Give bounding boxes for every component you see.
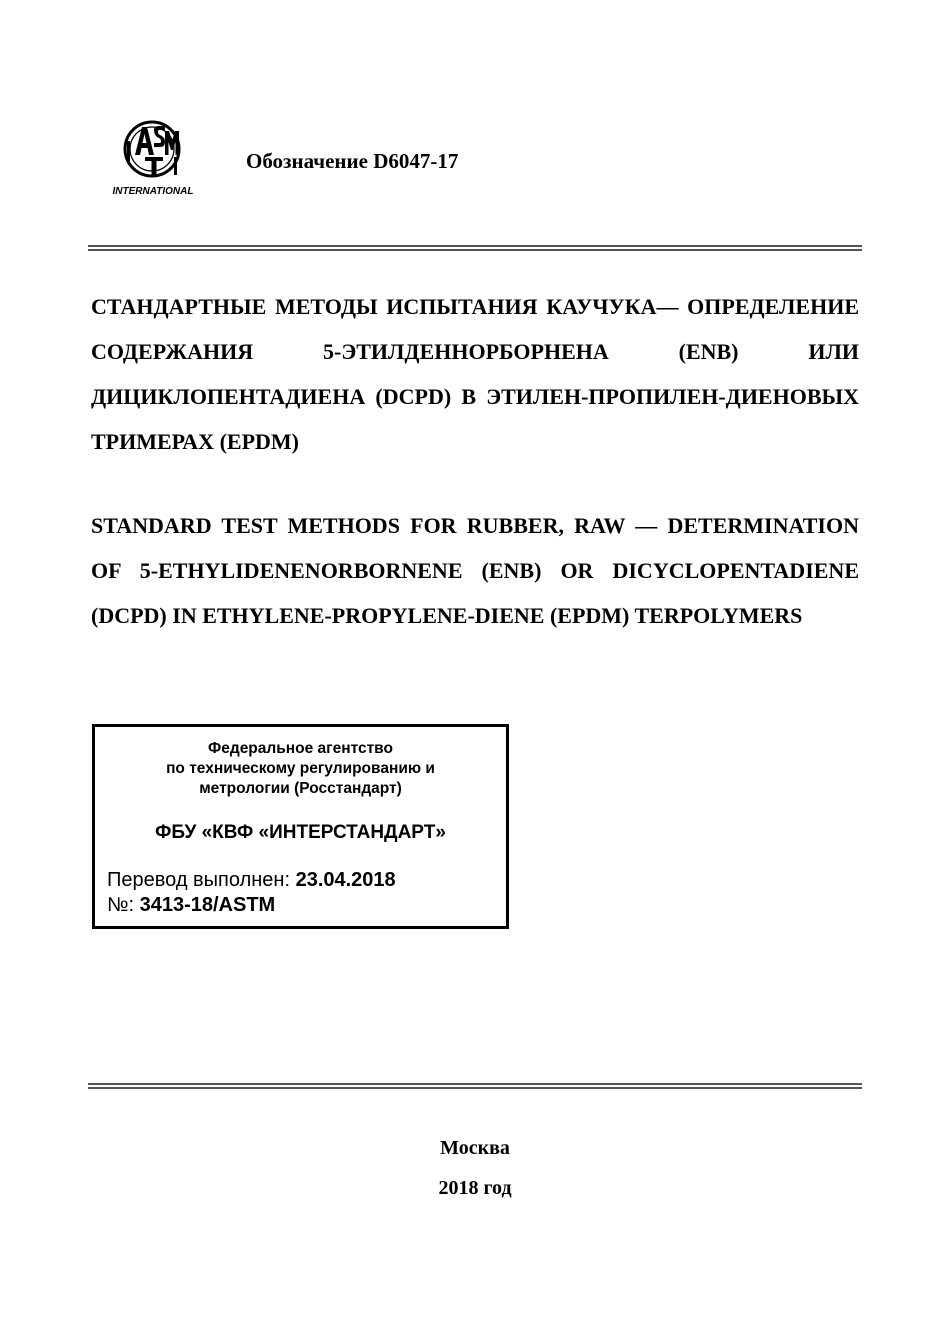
footer-year: 2018 год: [438, 1177, 512, 1199]
stamp-organization: ФБУ «КВФ «ИНТЕРСТАНДАРТ»: [155, 822, 446, 843]
title-russian: СТАНДАРТНЫЕ МЕТОДЫ ИСПЫТАНИЯ КАУЧУКА— ОПРЕДЕЛЕНИЕ СОДЕРЖАНИЯ 5-ЭТИЛДЕННОРБОРНЕНА (ENB) ИЛИ ДИЦИКЛОПЕНТАДИЕНА (DCPD) В ЭТИЛЕН-ПРОПИЛЕН-ДИЕНОВЫХ ТРИМЕРАХ (EPDM): [91, 294, 859, 454]
translation-stamp: [92, 724, 509, 929]
translation-label: Перевод выполнен:: [107, 869, 291, 891]
top-divider: [88, 245, 862, 251]
footer-city: Москва: [440, 1137, 510, 1159]
stamp-translation-date-line: [107, 868, 396, 892]
number-value: 3413-18: [139, 894, 213, 916]
translation-date: 23.04.2018: [295, 869, 396, 891]
stamp-agency-line: метрологии (Росстандарт): [199, 780, 402, 797]
logo-sub-text: INTERNATIONAL: [112, 186, 194, 197]
astm-logo-icon: [105, 117, 201, 199]
document-designation: Обозначение D6047-17: [246, 149, 459, 173]
number-suffix: /ASTM: [212, 894, 276, 916]
astm-logo: [105, 117, 201, 199]
stamp-agency: [95, 739, 506, 799]
stamp-number-line: [107, 893, 275, 917]
bottom-divider: [88, 1083, 862, 1089]
number-label: №:: [107, 894, 135, 916]
stamp-agency-line: по техническому регулированию и: [166, 760, 435, 777]
title-english: STANDARD TEST METHODS FOR RUBBER, RAW — DETERMINATION OF 5-ETHYLIDENENORBORNENE (ENB) OR DICYCLOPENTADIENE (DCPD) IN ETHYLENE-PROPYLENE-DIENE (EPDM) TERPOLYMERS: [91, 513, 859, 628]
stamp-agency-line: Федеральное агентство: [208, 740, 393, 757]
